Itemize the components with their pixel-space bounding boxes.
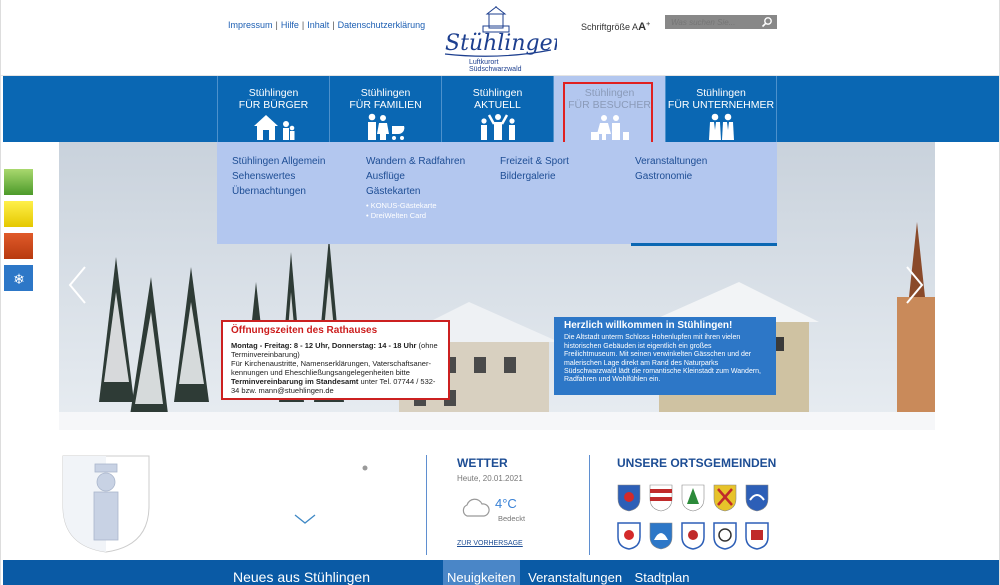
spring-tab-icon[interactable] — [3, 168, 34, 196]
hilfe-link[interactable]: Hilfe — [280, 20, 299, 30]
weather-description: Bedeckt — [498, 514, 526, 523]
tile-kontakt[interactable] — [277, 505, 332, 551]
font-size-label: Schriftgröße — [581, 22, 631, 32]
divider — [426, 455, 427, 555]
coat-of-arms-icon[interactable] — [617, 522, 641, 550]
rathaus-hours: Montag - Freitag: 8 - 12 Uhr, Donnerstag: 14 - 18 Uhr — [231, 341, 417, 350]
tile-label: Kontakt — [290, 538, 319, 547]
slider-prev-arrow-icon[interactable] — [67, 265, 87, 305]
tab-stadtplan[interactable]: Stadtplan — [634, 570, 690, 585]
top-links: Impressum | Hilfe | Inhalt | Datenschutzerklärung — [228, 20, 426, 30]
menu-item-uebernachtungen[interactable]: Übernachtungen — [232, 186, 306, 197]
font-size-control — [581, 19, 650, 33]
family-stroller-icon — [362, 112, 410, 142]
tile-label: Geoplan — [349, 487, 380, 496]
svg-text:Stühlingen: Stühlingen — [445, 31, 557, 56]
coat-of-arms-icon[interactable] — [681, 484, 705, 512]
nav-label-main: FÜR BESUCHER — [568, 99, 651, 111]
dropdown-col-3 — [500, 156, 569, 186]
nav-label-top: Stühlingen — [696, 87, 746, 99]
logo-sub1: Luftkurort — [469, 59, 499, 66]
tab-neuigkeiten[interactable]: Neuigkeiten — [443, 560, 520, 585]
signpost-icon — [352, 511, 378, 533]
ortsgemeinden-title: UNSERE ORTSGEMEINDEN — [617, 456, 777, 470]
tile-ratssystem[interactable] — [277, 454, 332, 500]
logo-subtitle — [469, 59, 539, 73]
rathaus-hours-box — [221, 320, 450, 400]
summer-tab-icon[interactable] — [3, 200, 34, 228]
font-size-large-button[interactable]: A — [638, 21, 647, 33]
active-nav-highlight — [563, 82, 653, 148]
news-heading: Neues aus Stühlingen — [233, 569, 370, 585]
tile-anfahrt[interactable] — [337, 505, 392, 551]
tile-label: Anfahrt — [351, 538, 378, 547]
rathaus-text — [231, 341, 440, 395]
coat-of-arms-icon[interactable] — [681, 522, 705, 550]
logo-sub2: Südschwarzwald — [469, 66, 522, 73]
coat-of-arms-icon[interactable] — [713, 522, 737, 550]
coat-of-arms-icon[interactable] — [649, 522, 673, 550]
nav-label-main: FÜR BÜRGER — [238, 99, 309, 111]
menu-item-gastronomie[interactable]: Gastronomie — [635, 171, 693, 182]
tile-webcam[interactable] — [217, 505, 272, 551]
svg-text:❄: ❄ — [13, 272, 25, 288]
nav-label-main: FÜR FAMILIEN — [349, 99, 422, 111]
dropdown-col-1 — [232, 156, 325, 201]
rathaus-appointment: Terminvereinbarung im Standesamt — [231, 377, 359, 386]
nav-fuer-unternehmer[interactable] — [665, 76, 777, 142]
nav-label-main: AKTUELL — [474, 99, 521, 111]
nav-label-top: Stühlingen — [472, 87, 523, 99]
tile-label: Bauplätze — [226, 487, 263, 496]
nav-label-top: Stühlingen — [248, 87, 299, 99]
weather-date: Heute, 20.01.2021 — [457, 474, 523, 483]
menu-item-ausfluege[interactable]: Ausflüge — [366, 171, 405, 182]
nav-fuer-familien[interactable] — [329, 76, 441, 142]
menu-item-veranstaltungen[interactable]: Veranstaltungen — [635, 156, 708, 167]
rathaus-contact: unter Tel. 07744 / 532-34 bzw. mann@stuehlingen.de — [231, 377, 436, 395]
house-hill-icon — [232, 460, 258, 482]
menu-item-wandern-radfahren[interactable]: Wandern & Radfahren — [366, 156, 466, 167]
coat-of-arms-icon[interactable] — [617, 484, 641, 512]
coat-of-arms-icon[interactable] — [745, 522, 769, 550]
tile-label: Ratssystem — [283, 487, 326, 496]
welcome-text: Die Altstadt unterm Schloss Hohenlupfen mit ihren vielen historischen Gebäuden ist eigentlich ein großes Freilichtmuseum. Mit seinen verwinkelten Gässchen und der malerischen Lage direkt am Rand des Naturparks Südschwarzwald lädt die romantische Kleinstadt zum Wandern, Radfahren und Wohlfühlen ein. — [564, 334, 762, 384]
nav-label-top: Stühlingen — [584, 87, 635, 99]
autumn-tab-icon[interactable] — [3, 232, 34, 260]
rathaus-title: Öffnungszeiten des Rathauses — [231, 325, 378, 336]
menu-item-bildergalerie[interactable]: Bildergalerie — [500, 171, 556, 182]
menu-item-freizeit-sport[interactable]: Freizeit & Sport — [500, 156, 569, 167]
dropdown-col-4 — [635, 156, 707, 186]
nav-label-main: FÜR UNTERNEHMER — [667, 99, 775, 111]
coat-of-arms-icon[interactable] — [745, 484, 769, 512]
weather-title: WETTER — [457, 456, 508, 470]
inhalt-link[interactable]: Inhalt — [307, 20, 330, 30]
coat-of-arms-icon[interactable] — [649, 484, 673, 512]
dropdown-accent-bar — [631, 243, 777, 246]
businessmen-icon — [697, 112, 745, 142]
news-tabs — [443, 560, 693, 585]
visitor-dropdown-menu — [217, 142, 777, 244]
tile-bauplaetze[interactable] — [217, 454, 272, 500]
welcome-title: Herzlich willkommen in Stühlingen! — [564, 320, 733, 331]
tile-label: Webcam — [228, 538, 261, 547]
header — [1, 0, 1000, 76]
menu-item-stuehlingen-allgemein[interactable]: Stühlingen Allgemein — [232, 156, 326, 167]
coat-of-arms-icon[interactable] — [713, 484, 737, 512]
menu-item-gaestekarten[interactable]: Gästekarten — [366, 186, 421, 197]
nav-fuer-buerger[interactable] — [217, 76, 329, 142]
rathaus-info: Für Kirchenaustritte, Namenserklärungen, Vaterschaftsaner-kennungen und Eheschließungsangelegenheiten bitte — [231, 359, 431, 377]
winter-tab-icon[interactable] — [3, 264, 34, 292]
search-icon[interactable] — [761, 16, 773, 28]
font-size-small-button[interactable]: A — [632, 22, 639, 32]
menu-item-sehenswertes[interactable]: Sehenswertes — [232, 171, 296, 182]
town-crest-icon — [61, 454, 151, 554]
people-cheering-icon — [474, 112, 522, 142]
nav-label-top: Stühlingen — [360, 87, 411, 99]
map-pin-icon — [352, 460, 378, 482]
logo-castle-icon — [439, 6, 557, 62]
tab-veranstaltungen[interactable]: Veranstaltungen — [528, 570, 623, 585]
nav-aktuell[interactable] — [441, 76, 553, 142]
weather-temperature: 4°C — [495, 496, 517, 511]
menu-subitem-dreiwelten[interactable]: • DreiWelten Card — [366, 211, 427, 220]
rathaus-hours-note: (ohne Terminvereinbarung) — [231, 341, 438, 359]
datenschutz-link[interactable]: Datenschutzerklärung — [337, 20, 426, 30]
house-family-icon — [250, 112, 298, 142]
news-bar — [3, 560, 999, 585]
menu-subitem-konus[interactable]: • KONUS-Gästekarte — [366, 201, 437, 210]
main-nav — [3, 76, 999, 142]
tile-geoplan[interactable] — [337, 454, 392, 500]
side-season-tabs — [3, 168, 34, 296]
font-size-plus: + — [646, 19, 651, 28]
envelope-icon — [292, 511, 318, 533]
webcam-icon — [232, 511, 258, 533]
slider-next-arrow-icon[interactable] — [905, 265, 925, 305]
divider — [589, 455, 590, 555]
site-logo[interactable] — [439, 6, 557, 72]
weather-forecast-link[interactable]: ZUR VORHERSAGE — [457, 540, 523, 547]
people-group-icon — [292, 460, 318, 482]
impressum-link[interactable]: Impressum — [228, 20, 273, 30]
welcome-box — [554, 317, 776, 395]
dropdown-col-2 — [366, 156, 465, 221]
cloud-icon — [459, 497, 491, 519]
